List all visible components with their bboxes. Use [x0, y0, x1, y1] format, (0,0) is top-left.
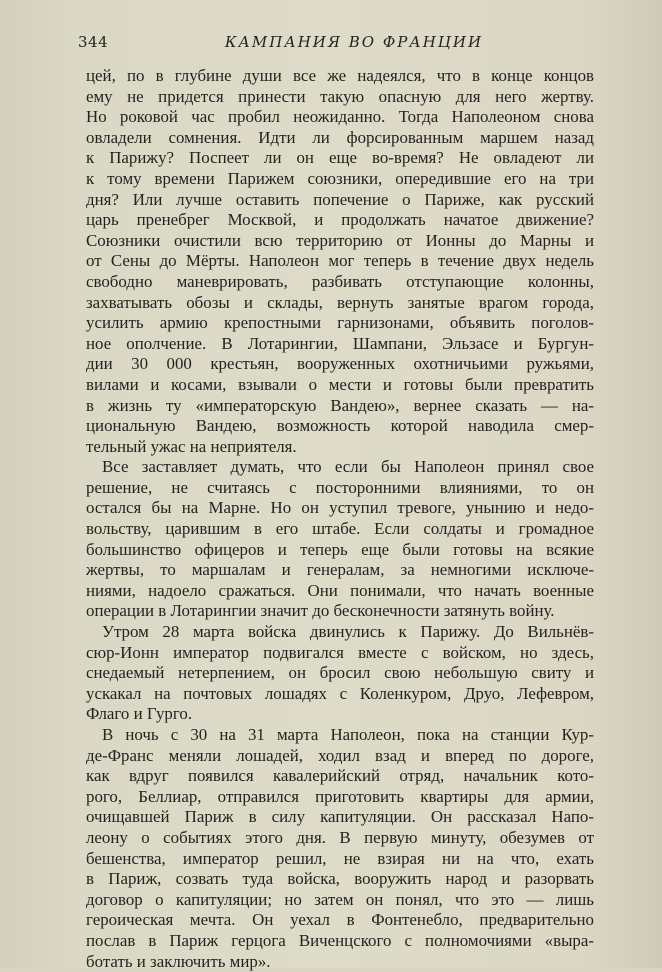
text-line: Все заставляет думать, что если бы Наполеон принял свое [102, 457, 594, 477]
text-line: к Парижу? Поспеет ли он еще во-время? Не овладеют ли [86, 148, 594, 168]
page-header [78, 33, 590, 59]
text-line: Союзники очистили всю территорию от Ионны до Марны и [86, 230, 594, 250]
text-line: сюр-Ионн император подвигался вместе с войском, но здесь, [86, 642, 594, 662]
text-line: как вдруг появился кавалерийский отряд, начальник кото- [86, 766, 594, 786]
text-line: бешенства, император решил, не взирая ни на что, ехать [86, 848, 594, 868]
text-line: ботать и заключить мир». [86, 951, 271, 971]
text-line: рого, Беллиар, отправился приготовить квартиры для армии, [86, 786, 594, 806]
text-line: захватывать обозы и склады, вернуть занятые врагом города, [86, 292, 594, 312]
text-line: циональную Вандею, возможность которой наводила смер- [86, 416, 594, 436]
text-line: договор о капитуляции; но затем он понял, что это — лишь [86, 889, 594, 909]
text-line: героическая мечта. Он уехал в Фонтенебло, предварительно [86, 910, 594, 930]
text-line: в жизнь ту «императорскую Вандею», вернее сказать — на- [86, 395, 594, 415]
paragraph [86, 457, 594, 622]
text-line: Но роковой час пробил неожиданно. Тогда Наполеоном снова [86, 107, 594, 127]
text-line: дии 30 000 крестьян, вооруженных охотничьими ружьями, [86, 354, 594, 374]
paragraph [86, 622, 594, 725]
text-line: послав в Париж герцога Виченцского с полномочиями «выра- [86, 930, 594, 950]
body-text [86, 66, 594, 972]
text-line: в Париж, созвать туда войска, вооружить народ и разорвать [86, 869, 594, 889]
text-line: снедаемый нетерпением, он бросил свою небольшую свиту и [86, 663, 594, 683]
text-line: усилить армию крепостными гарнизонами, объявить поголов- [86, 313, 594, 333]
text-line: ускакал на почтовых лошадях с Коленкуром, Друо, Лефевром, [86, 683, 594, 703]
paragraph [86, 725, 594, 972]
text-line: жертвы, то маршалам и генералам, за немногими исключе- [86, 560, 594, 580]
text-line: от Сены до Мёрты. Наполеон мог теперь в течение двух недель [86, 251, 594, 271]
text-line: большинство офицеров и теперь еще были готовы на всякие [86, 539, 594, 559]
text-line: ему не придется принести такую опасную для него жертву. [86, 86, 594, 106]
text-line: царь пренебрег Москвой, и продолжать начатое движение? [86, 210, 594, 230]
paragraph [86, 66, 594, 457]
text-line: вилами и косами, взывали о мести и готовы были превратить [86, 374, 594, 394]
text-line: Флаго и Гурго. [86, 704, 193, 724]
text-line: ное ополчение. В Лотарингии, Шампани, Эльзасе и Бургун- [86, 333, 594, 353]
text-line: цей, по в глубине души все же надеялся, что в конце концов [86, 66, 594, 85]
text-line: дня? Или лучше оставить попечение о Париже, как русский [86, 189, 594, 209]
text-line: леону о событиях этого дня. В первую минуту, обезумев от [86, 827, 594, 847]
text-line: овладели сомнения. Идти ли форсированным маршем назад [86, 127, 594, 147]
text-line: Утром 28 марта войска двинулись к Парижу. До Вильнёв- [102, 622, 594, 642]
text-line: очищавшей Париж в силу капитуляции. Он рассказал Напо- [86, 807, 594, 827]
text-line: тельный ужас на неприятеля. [86, 436, 297, 456]
text-line: свободно маневрировать, разбивать отступающие колонны, [86, 271, 594, 291]
text-line: к тому времени Парижем союзники, опередившие его на три [86, 168, 594, 188]
text-line: ниями, надоело сражаться. Они понимали, что начать военные [86, 580, 594, 600]
text-line: остался бы на Марне. Но он уступил тревоге, унынию и недо- [86, 498, 594, 518]
text-line: де-Франс меняли лошадей, ходил взад и вперед по дороге, [86, 745, 594, 765]
page-number: 344 [78, 33, 109, 51]
text-line: вольству, царившим в его штабе. Если солдаты и громадное [86, 519, 594, 539]
text-line: решение, не считаясь с посторонними влияниями, то он [86, 477, 594, 497]
text-line: операции в Лотарингии значит до бесконечности затянуть войну. [86, 601, 555, 621]
running-head: КАМПАНИЯ ВО ФРАНЦИИ [224, 33, 484, 51]
text-line: В ночь с 30 на 31 марта Наполеон, пока на станции Кур- [102, 725, 594, 744]
